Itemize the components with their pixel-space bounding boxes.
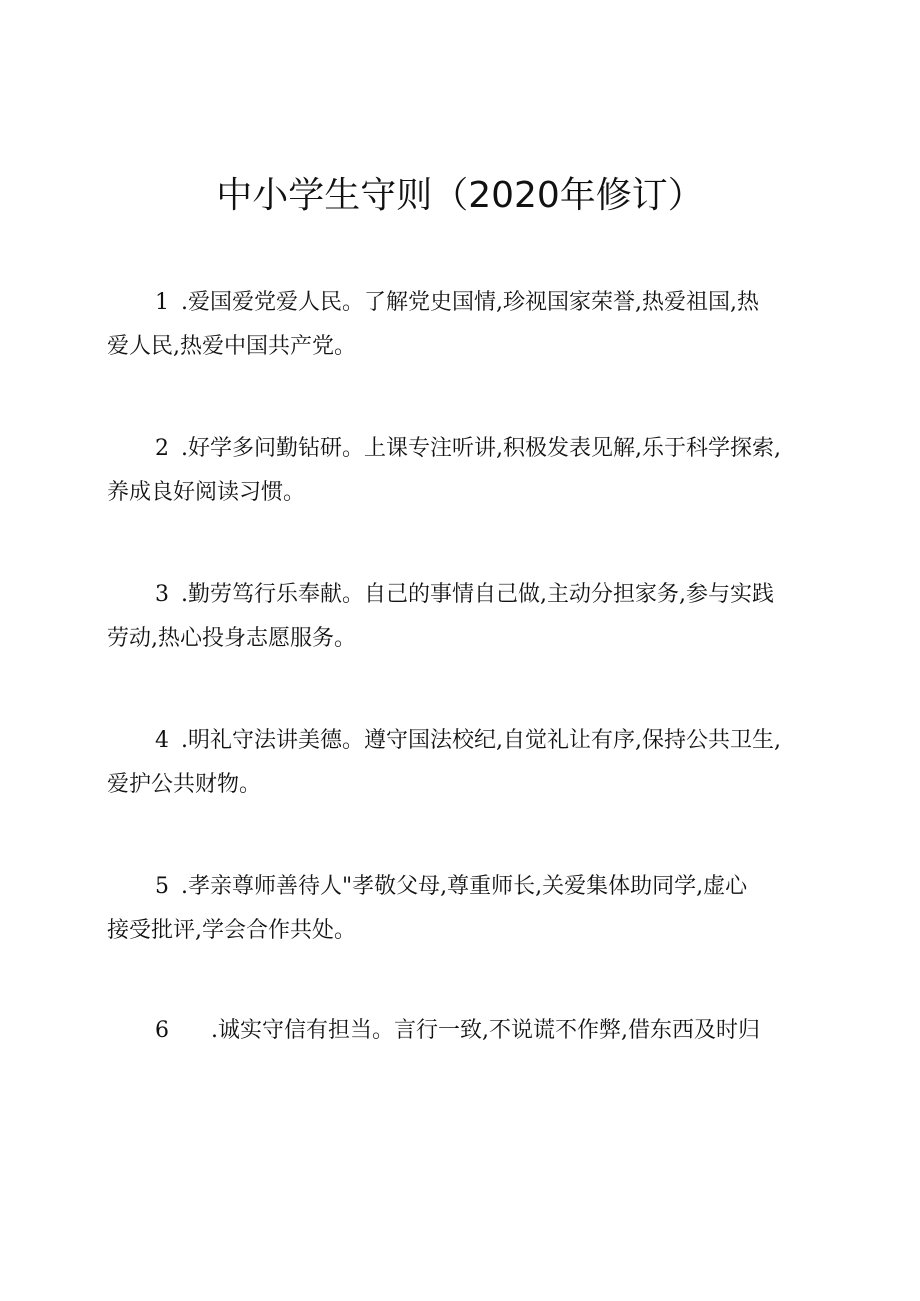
article-text-continued: 养成良好阅读习惯。 <box>107 480 306 505</box>
article-number: 6 <box>155 1018 169 1043</box>
article-3 <box>107 573 807 661</box>
article-line <box>107 1009 807 1053</box>
article-text: .好学多问勤钻研。上课专注听讲,积极发表见解,乐于科学探索, <box>181 436 781 461</box>
article-line <box>107 865 807 909</box>
article-text-continued: 爱人民,热爱中国共产党。 <box>107 334 356 359</box>
article-line <box>107 427 807 471</box>
article-text: .明礼守法讲美德。遵守国法校纪,自觉礼让有序,保持公共卫生, <box>181 728 781 753</box>
article-text: .诚实守信有担当。言行一致,不说谎不作弊,借东西及时归 <box>211 1018 760 1043</box>
article-6 <box>107 1009 807 1053</box>
article-2 <box>107 427 807 515</box>
article-4 <box>107 719 807 807</box>
article-line <box>107 719 807 763</box>
article-number: 3 <box>155 582 169 607</box>
article-number: 4 <box>155 728 169 753</box>
article-5 <box>107 865 807 953</box>
article-number: 2 <box>155 436 169 461</box>
article-text: .孝亲尊师善待人"孝敬父母,尊重师长,关爱集体助同学,虚心 <box>181 874 748 899</box>
article-line <box>107 281 807 325</box>
article-text-continued: 爱护公共财物。 <box>107 772 262 797</box>
article-number: 1 <box>155 290 169 315</box>
article-text-continued: 接受批评,学会合作共处。 <box>107 918 356 943</box>
article-1 <box>107 281 807 369</box>
article-text: .爱国爱党爱人民。了解党史国情,珍视国家荣誉,热爱祖国,热 <box>181 290 759 315</box>
article-text-continued: 劳动,热心投身志愿服务。 <box>107 626 356 651</box>
article-text: .勤劳笃行乐奉献。自己的事情自己做,主动分担家务,参与实践 <box>181 582 774 607</box>
article-line <box>107 573 807 617</box>
article-number: 5 <box>155 874 169 899</box>
document-title: 中小学生守则（2020年修订） <box>216 175 704 216</box>
